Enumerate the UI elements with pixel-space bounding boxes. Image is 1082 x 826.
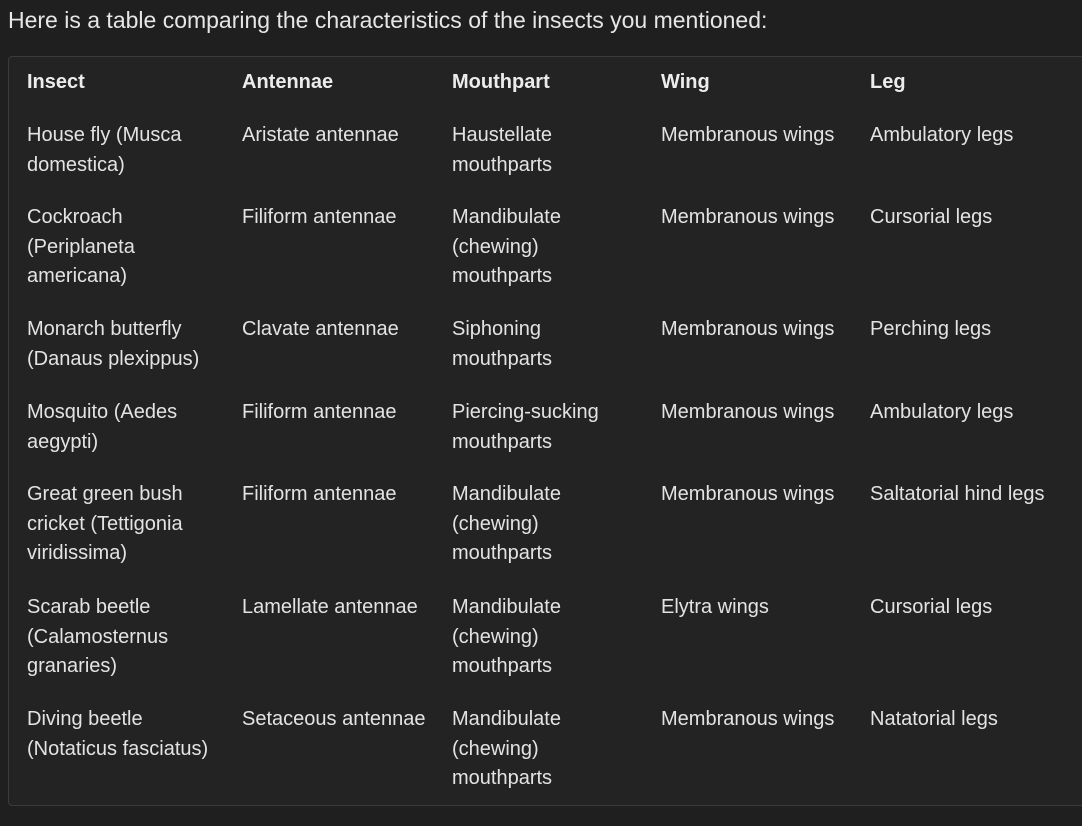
cell-antennae: Lamellate antennae (242, 596, 418, 618)
header-wing: Wing (661, 71, 710, 93)
cell-antennae: Clavate antennae (242, 318, 399, 340)
cell-mouthpart: Siphoning mouthparts (452, 318, 553, 370)
cell-wing: Membranous wings (661, 483, 835, 505)
cell-insect: Diving beetle (Notaticus fasciatus) (27, 708, 209, 760)
cell-mouthpart: Mandibulate (chewing) mouthparts (452, 596, 561, 677)
cell-insect: Scarab beetle (Calamosternus granaries) (27, 596, 169, 677)
cell-leg: Cursorial legs (870, 206, 993, 228)
header-mouthpart: Mouthpart (452, 71, 550, 93)
cell-insect: House fly (Musca domestica) (27, 124, 182, 176)
cell-mouthpart: Mandibulate (chewing) mouthparts (452, 206, 561, 287)
cell-wing: Membranous wings (661, 206, 835, 228)
cell-antennae: Filiform antennae (242, 401, 397, 423)
cell-mouthpart: Haustellate mouthparts (452, 124, 553, 176)
header-insect: Insect (27, 71, 85, 93)
cell-insect: Great green bush cricket (Tettigonia viridissima) (27, 483, 183, 564)
cell-leg: Cursorial legs (870, 596, 993, 618)
insect-table (8, 56, 1082, 806)
cell-wing: Membranous wings (661, 124, 835, 146)
cell-antennae: Setaceous antennae (242, 708, 426, 730)
cell-wing: Membranous wings (661, 708, 835, 730)
cell-mouthpart: Mandibulate (chewing) mouthparts (452, 708, 561, 789)
cell-wing: Membranous wings (661, 401, 835, 423)
header-leg: Leg (870, 71, 906, 93)
cell-mouthpart: Piercing-sucking mouthparts (452, 401, 599, 453)
cell-insect: Mosquito (Aedes aegypti) (27, 401, 178, 453)
cell-mouthpart: Mandibulate (chewing) mouthparts (452, 483, 561, 564)
cell-antennae: Filiform antennae (242, 483, 397, 505)
header-antennae: Antennae (242, 71, 334, 93)
cell-wing: Membranous wings (661, 318, 835, 340)
cell-leg: Ambulatory legs (870, 401, 1014, 423)
cell-insect: Cockroach (Periplaneta americana) (27, 206, 135, 287)
intro-text: Here is a table comparing the characteristics of the insects you mentioned: (8, 7, 768, 33)
cell-leg: Natatorial legs (870, 708, 998, 730)
cell-insect: Monarch butterfly (Danaus plexippus) (27, 318, 200, 370)
cell-leg: Saltatorial hind legs (870, 483, 1045, 505)
cell-leg: Ambulatory legs (870, 124, 1014, 146)
cell-antennae: Filiform antennae (242, 206, 397, 228)
cell-wing: Elytra wings (661, 596, 769, 618)
cell-antennae: Aristate antennae (242, 124, 399, 146)
cell-leg: Perching legs (870, 318, 992, 340)
